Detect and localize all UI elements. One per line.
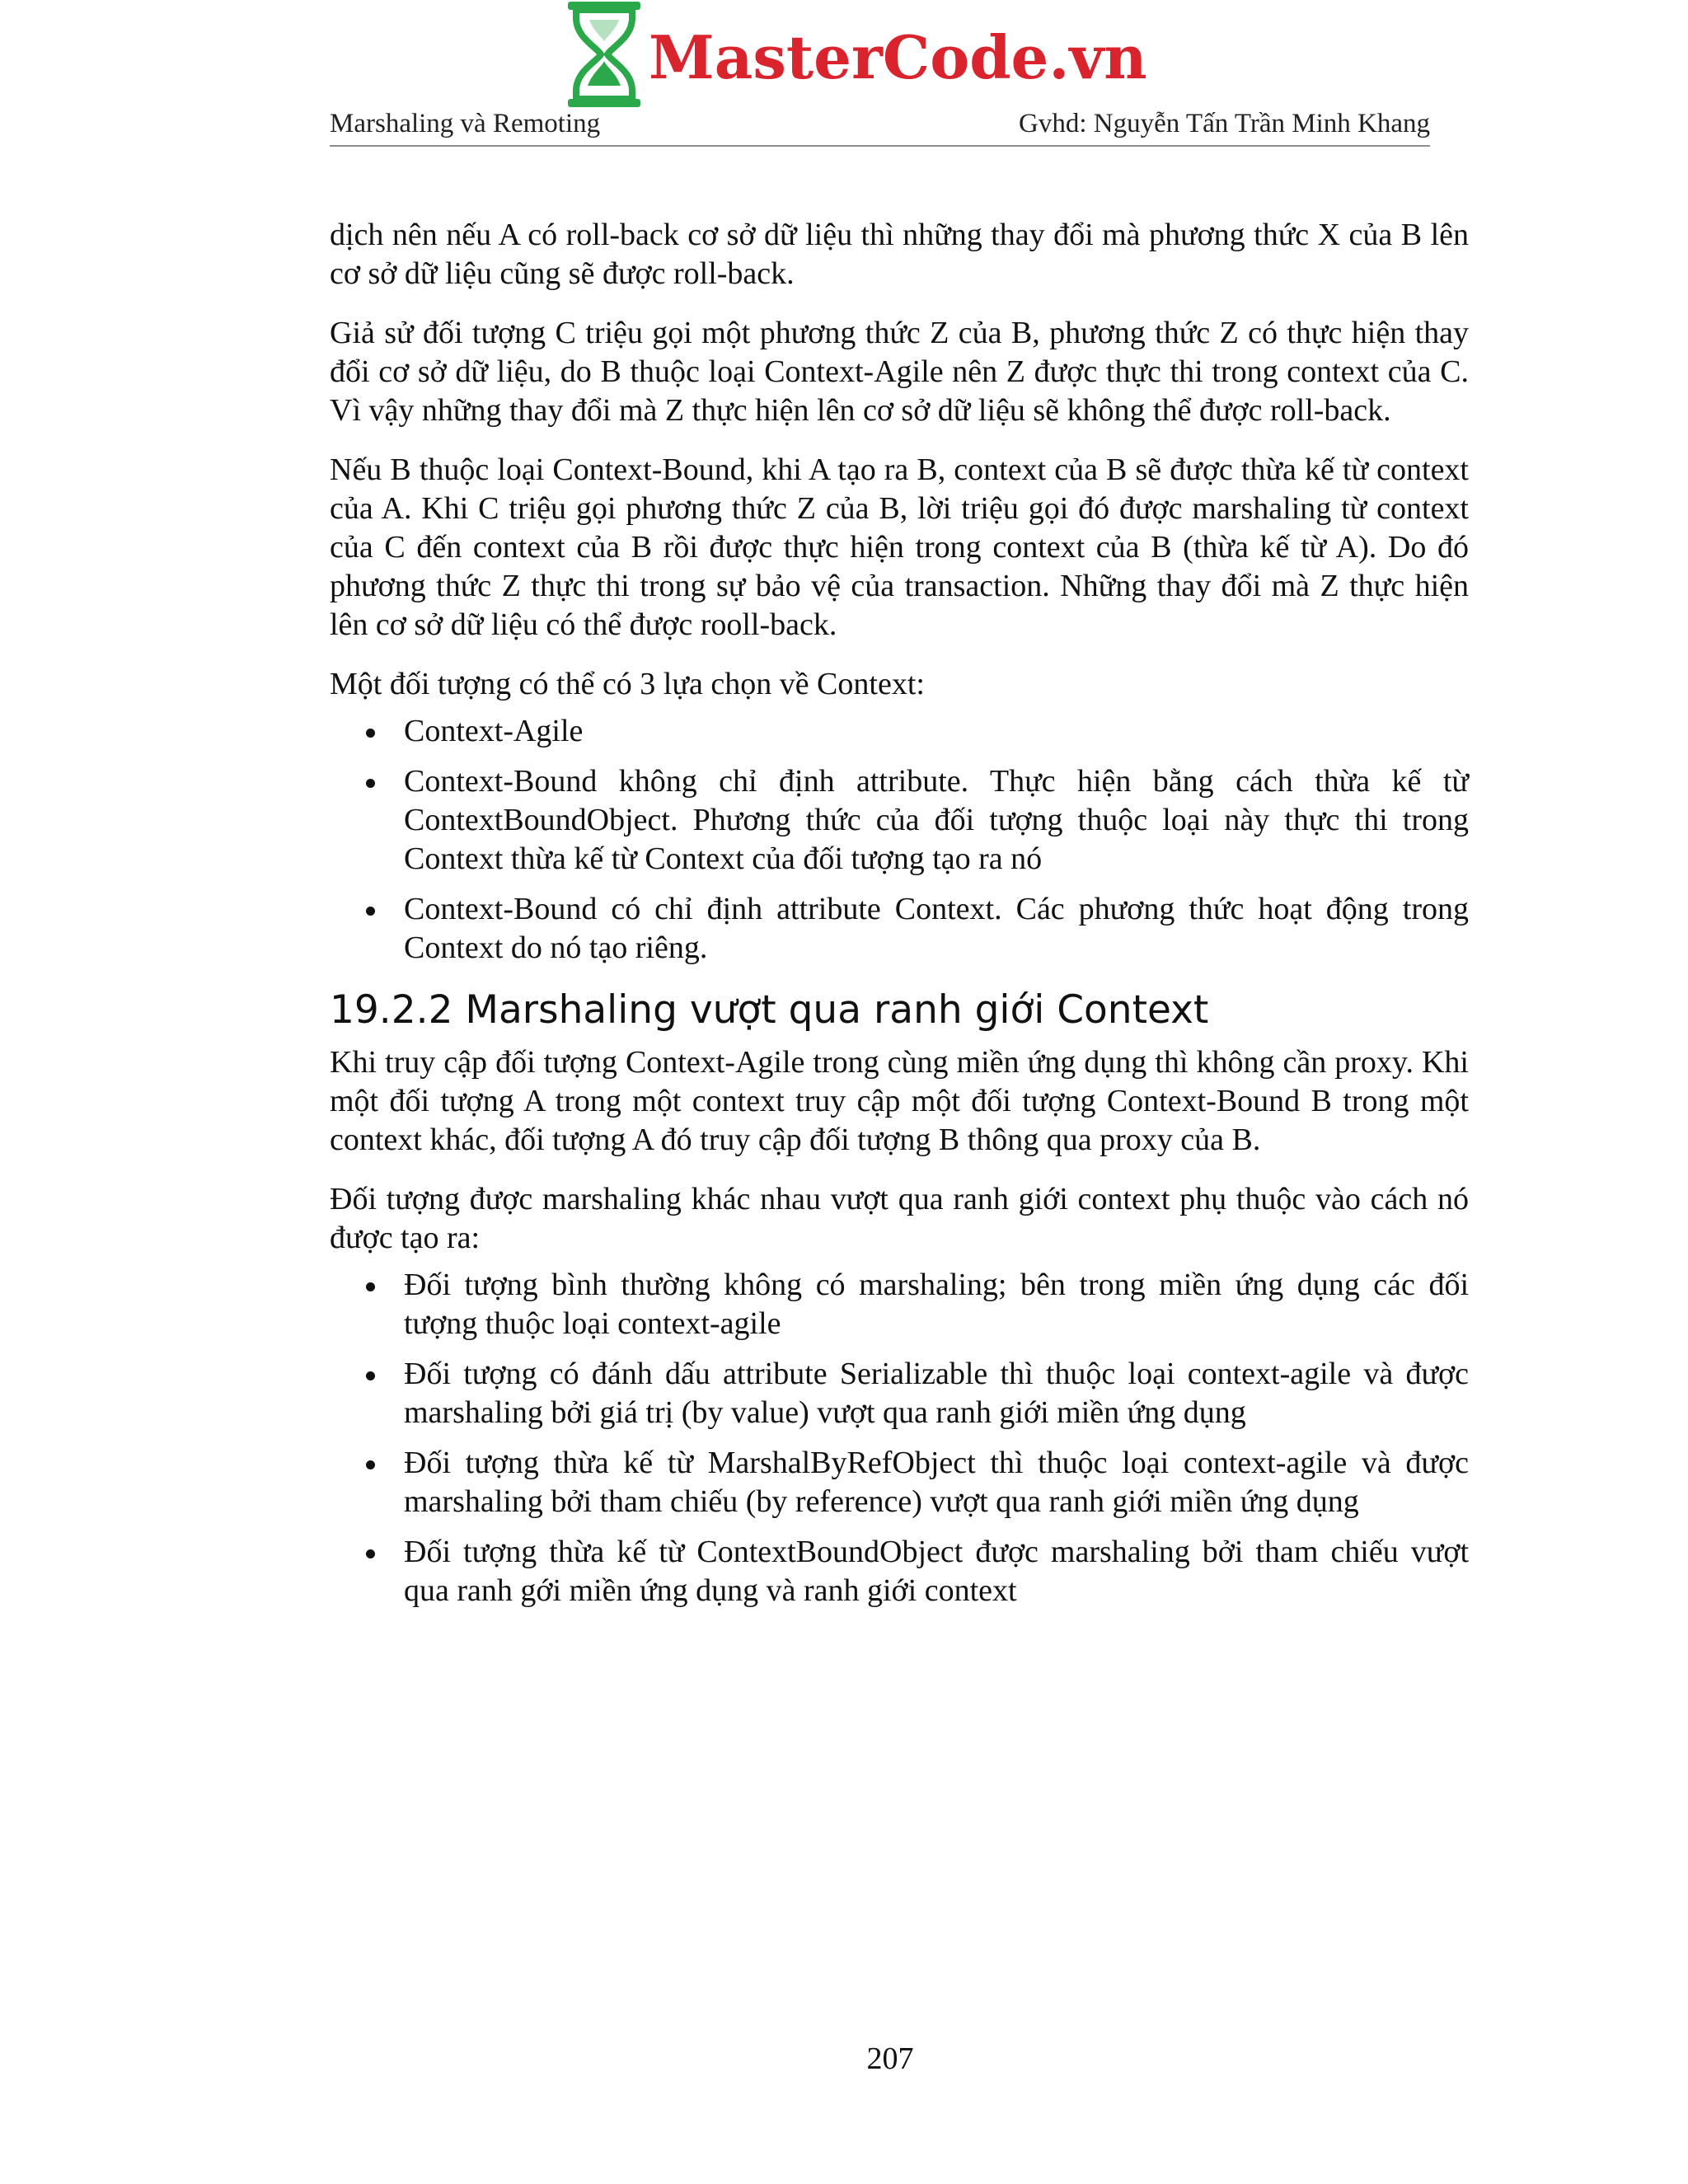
paragraph: Một đối tượng có thể có 3 lựa chọn về Context: [330, 667, 925, 701]
bullet-icon [366, 1549, 375, 1558]
bullet-icon [366, 1460, 375, 1469]
bullet-icon [366, 1371, 375, 1380]
list-item [330, 1266, 1469, 1343]
list-item [330, 1444, 1469, 1521]
list-item [330, 890, 1469, 968]
list-item-text: Đối tượng thừa kế từ MarshalByRefObject thì thuộc loại context-agile và được marshaling bởi tham chiếu (by reference) vượt qua ranh giới miền ứng dụng [404, 1446, 1469, 1519]
header-title: Marshaling và Remoting [330, 109, 601, 138]
list-item-text: Context-Bound không chỉ định attribute. Thực hiện bằng cách thừa kế từ ContextBoundObject. Phương thức của đối tượng thuộc loại này thực thi trong Context thừa kế từ Context của đối tượng tạo ra nó [404, 764, 1469, 876]
list-item-text: Đối tượng thừa kế từ ContextBoundObject được marshaling bởi tham chiếu vượt qua ranh gới miền ứng dụng và ranh giới context [404, 1535, 1469, 1608]
bullet-icon [366, 907, 375, 916]
list-item-text: Context-Bound có chỉ định attribute Context. Các phương thức hoạt động trong Context do nó tạo riêng. [404, 892, 1469, 965]
header-instructor: Gvhd: Nguyễn Tấn Trần Minh Khang [1019, 109, 1430, 138]
list-item-text: Context-Agile [404, 714, 584, 748]
paragraph: Giả sử đối tượng C triệu gọi một phương thức Z của B, phương thức Z có thực hiện thay đổi cơ sở dữ liệu, do B thuộc loại Context-Agile nên Z được thực thi trong context của C. Vì vậy những thay đổi mà Z thực hiện lên cơ sở dữ liệu sẽ không thể được roll-back. [330, 316, 1469, 428]
list-item [330, 712, 1469, 751]
list-item-text: Đối tượng có đánh dấu attribute Serializable thì thuộc loại context-agile và được marshaling bởi giá trị (by value) vượt qua ranh giới miền ứng dụng [404, 1357, 1469, 1430]
list-item [330, 762, 1469, 879]
page-header [330, 104, 1430, 147]
site-logo [565, 0, 1147, 109]
page-content [330, 216, 1469, 1625]
paragraph: dịch nên nếu A có roll-back cơ sở dữ liệu thì những thay đổi mà phương thức X của B lên cơ sở dữ liệu cũng sẽ được roll-back. [330, 218, 1469, 291]
bullet-list [330, 1266, 1469, 1610]
bullet-icon [366, 1282, 375, 1291]
bullet-icon [366, 729, 375, 738]
paragraph: Khi truy cập đối tượng Context-Agile trong cùng miền ứng dụng thì không cần proxy. Khi một đối tượng A trong một context truy cập một đối tượng Context-Bound B trong một context khác, đối tượng A đó truy cập đối tượng B thông qua proxy của B. [330, 1045, 1469, 1157]
list-item [330, 1355, 1469, 1432]
list-item-text: Đối tượng bình thường không có marshaling; bên trong miền ứng dụng các đối tượng thuộc loại context-agile [404, 1268, 1469, 1341]
page-number: 207 [866, 2041, 914, 2076]
logo-text: MasterCode.vn [649, 21, 1147, 92]
hourglass-icon [565, 0, 644, 109]
section-heading: 19.2.2 Marshaling vượt qua ranh giới Context [330, 987, 1209, 1033]
bullet-icon [366, 779, 375, 788]
list-item [330, 1533, 1469, 1610]
bullet-list [330, 712, 1469, 968]
paragraph: Đối tượng được marshaling khác nhau vượt qua ranh giới context phụ thuộc vào cách nó được tạo ra: [330, 1182, 1469, 1255]
paragraph: Nếu B thuộc loại Context-Bound, khi A tạo ra B, context của B sẽ được thừa kế từ context của A. Khi C triệu gọi phương thức Z của B, lời triệu gọi đó được marshaling từ context của C đến context của B rồi được thực hiện trong context của B (thừa kế từ A). Do đó phương thức Z thực thi trong sự bảo vệ của transaction. Những thay đổi mà Z thực hiện lên cơ sở dữ liệu có thể được rooll-back. [330, 452, 1469, 642]
